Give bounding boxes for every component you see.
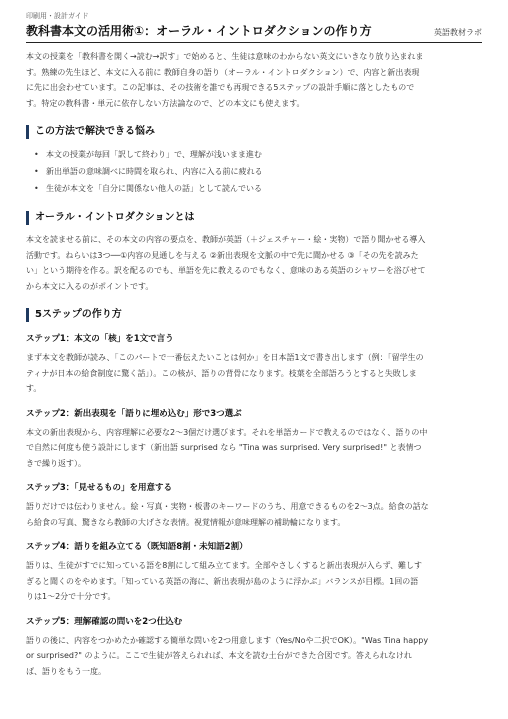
- intro-line: す。特定の教科書・単元に依存しない方法論なので、どの本文にも使えます。: [26, 98, 305, 108]
- body-line: で自然に何度も使う設計にします（新出語 surprised なら "Tina was surprised. Very surprised!" と表情つ: [26, 443, 422, 452]
- body-line: い」という期待を作る。訳を配るのでも、単語を先に教えるのでもなく、意味のある英語のシャワーを浴びせて: [26, 266, 426, 275]
- intro-line: に先に出会わせています。この記事は、その技術を誰でも再現できる5ステップの設計手順に落としたもので: [26, 83, 415, 92]
- brand-name: 英語教材ラボ: [434, 28, 482, 37]
- section-heading: 5ステップの作り方: [26, 308, 482, 322]
- step-heading: ステップ1：本文の「核」を1文で言う: [26, 334, 174, 344]
- body-line: 本文を読ませる前に、その本文の内容の要点を、教師が英語（＋ジェスチャー・絵・実物）で語り聞かせる導入: [26, 235, 426, 244]
- list-item: [34, 163, 482, 180]
- step-4: [26, 541, 482, 605]
- body-line: りは1〜2分で十分です。: [26, 592, 116, 601]
- body-line: ば、語りをもう一度。: [26, 666, 106, 676]
- intro-paragraph: [26, 49, 482, 111]
- body-line: から本文に入るのがポイントです。: [26, 281, 154, 291]
- body-line: 語りだけでは伝わりません。絵・写真・実物・板書のキーワードのうち、用意できるものを2〜3点。給食の話な: [26, 502, 429, 511]
- bullet-icon: •: [34, 167, 39, 176]
- intro-line: す。熟練の先生ほど、本文に入る前に 教師自身の語り（オーラル・イントロダクション）で、内容と新出表現: [26, 67, 420, 77]
- header-divider: [26, 42, 482, 43]
- body-line: まず本文を教師が読み、「このパートで一番伝えたいことは何か」を日本語1文で書き出します（例：「留学生の: [26, 353, 424, 362]
- list-item: [34, 146, 482, 163]
- body-line: ぎると聞くのをやめます。「知っている英語の海に、新出表現が島のように浮かぶ」バランスが目標。1回の語: [26, 576, 419, 586]
- list-item-text: 本文の授業が毎回「訳して終わり」で、理解が浅いまま進む: [46, 150, 262, 159]
- body-line: or surprised?" のように。ここで生徒が答えられれば、本文を読む土台ができた合図です。答えられなけれ: [26, 651, 412, 660]
- problem-list: [26, 146, 482, 197]
- list-item: [34, 180, 482, 197]
- document-header: [26, 23, 482, 39]
- body-line: す。: [26, 384, 42, 393]
- bullet-icon: •: [34, 184, 39, 193]
- list-item-text: 新出単語の意味調べに時間を取られ、内容に入る前に疲れる: [46, 167, 263, 176]
- section-definition: [26, 211, 482, 294]
- body-line: ら給食の写真、驚きなら教師の大げさな表情。視覚情報が意味理解の補助輪になります。: [26, 517, 346, 527]
- body-line: 語りの後に、内容をつかめたか確認する簡単な問いを2つ用意します（Yes/Noや二択でOK）。"Was Tina happy: [26, 635, 429, 645]
- body-line: きで繰り返す）。: [26, 458, 86, 468]
- section-problems: [26, 125, 482, 197]
- list-item-text: 生徒が本文を「自分に関係ない他人の話」として読んでいる: [46, 184, 262, 193]
- step-heading: ステップ3：「見せるもの」を用意する: [26, 483, 172, 493]
- section-heading: オーラル・イントロダクションとは: [26, 211, 482, 225]
- step-5: [26, 616, 482, 680]
- step-3: [26, 482, 482, 530]
- body-line: ティナが日本の給食制度に驚く話」）。この核が、語りの背骨になります。枝葉を全部語ろうとすると失敗しま: [26, 368, 417, 378]
- intro-line: 本文の授業を「教科書を開く→読む→訳す」で始めると、生徒は意味のわからない英文にいきなり放り込まれま: [26, 52, 424, 61]
- step-heading: ステップ2：新出表現を「語りに埋め込む」形で3つ選ぶ: [26, 408, 242, 419]
- section-steps: [26, 308, 482, 679]
- step-1: [26, 333, 482, 397]
- section-heading: この方法で解決できる悩み: [26, 125, 482, 139]
- bullet-icon: •: [34, 150, 39, 159]
- step-2: [26, 408, 482, 472]
- body-line: 活動です。ねらいは3つ──①内容の見通しを与える ②新出表現を文脈の中で先に聞かせる ③「その先を読みた: [26, 250, 419, 260]
- body-line: 語りは、生徒がすでに知っている語を8割にして組み立てます。全部やさしくすると新出表現が入らず、難しす: [26, 561, 423, 570]
- document-category-label: 印刷用・設計ガイド: [26, 12, 89, 20]
- step-heading: ステップ5：理解確認の問いを2つ仕込む: [26, 616, 183, 627]
- document-title: 教科書本文の活用術①：オーラル・イントロダクションの作り方: [26, 24, 372, 38]
- step-heading: ステップ4：語りを組み立てる（既知語8割・未知語2割）: [26, 542, 248, 552]
- body-line: 本文の新出表現から、内容理解に必要な2〜3個だけ選びます。それを単語カードで教えるのではなく、語りの中: [26, 427, 428, 437]
